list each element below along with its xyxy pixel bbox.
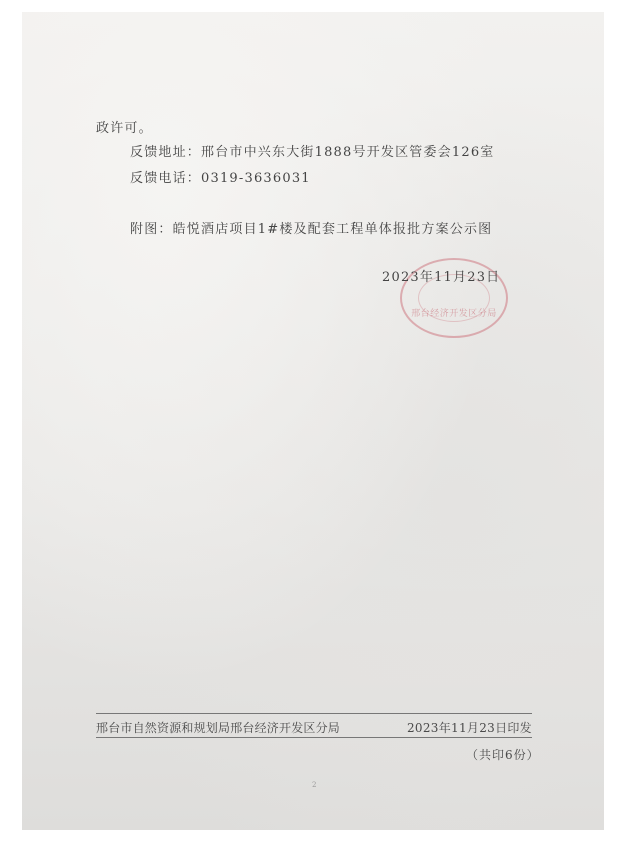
footer-print-date: 2023年11月23日印发	[407, 721, 532, 735]
body-line-continuation: 政许可。	[96, 121, 153, 136]
seal-label: 邢台经济开发区分局	[411, 309, 497, 319]
footer-top-rule	[96, 713, 532, 714]
footer-issuer: 邢台市自然资源和规划局邢台经济开发区分局	[96, 721, 341, 735]
document-date: 2023年11月23日	[382, 270, 501, 285]
footer-copies: （共印6份）	[466, 748, 540, 762]
attachment-note: 附图：皓悦酒店项目1#楼及配套工程单体报批方案公示图	[130, 222, 493, 237]
footer-bottom-rule	[96, 737, 532, 738]
feedback-phone: 反馈电话：0319-3636031	[130, 171, 311, 186]
feedback-address: 反馈地址：邢台市中兴东大街1888号开发区管委会126室	[130, 145, 495, 160]
page-number: 2	[312, 781, 317, 789]
